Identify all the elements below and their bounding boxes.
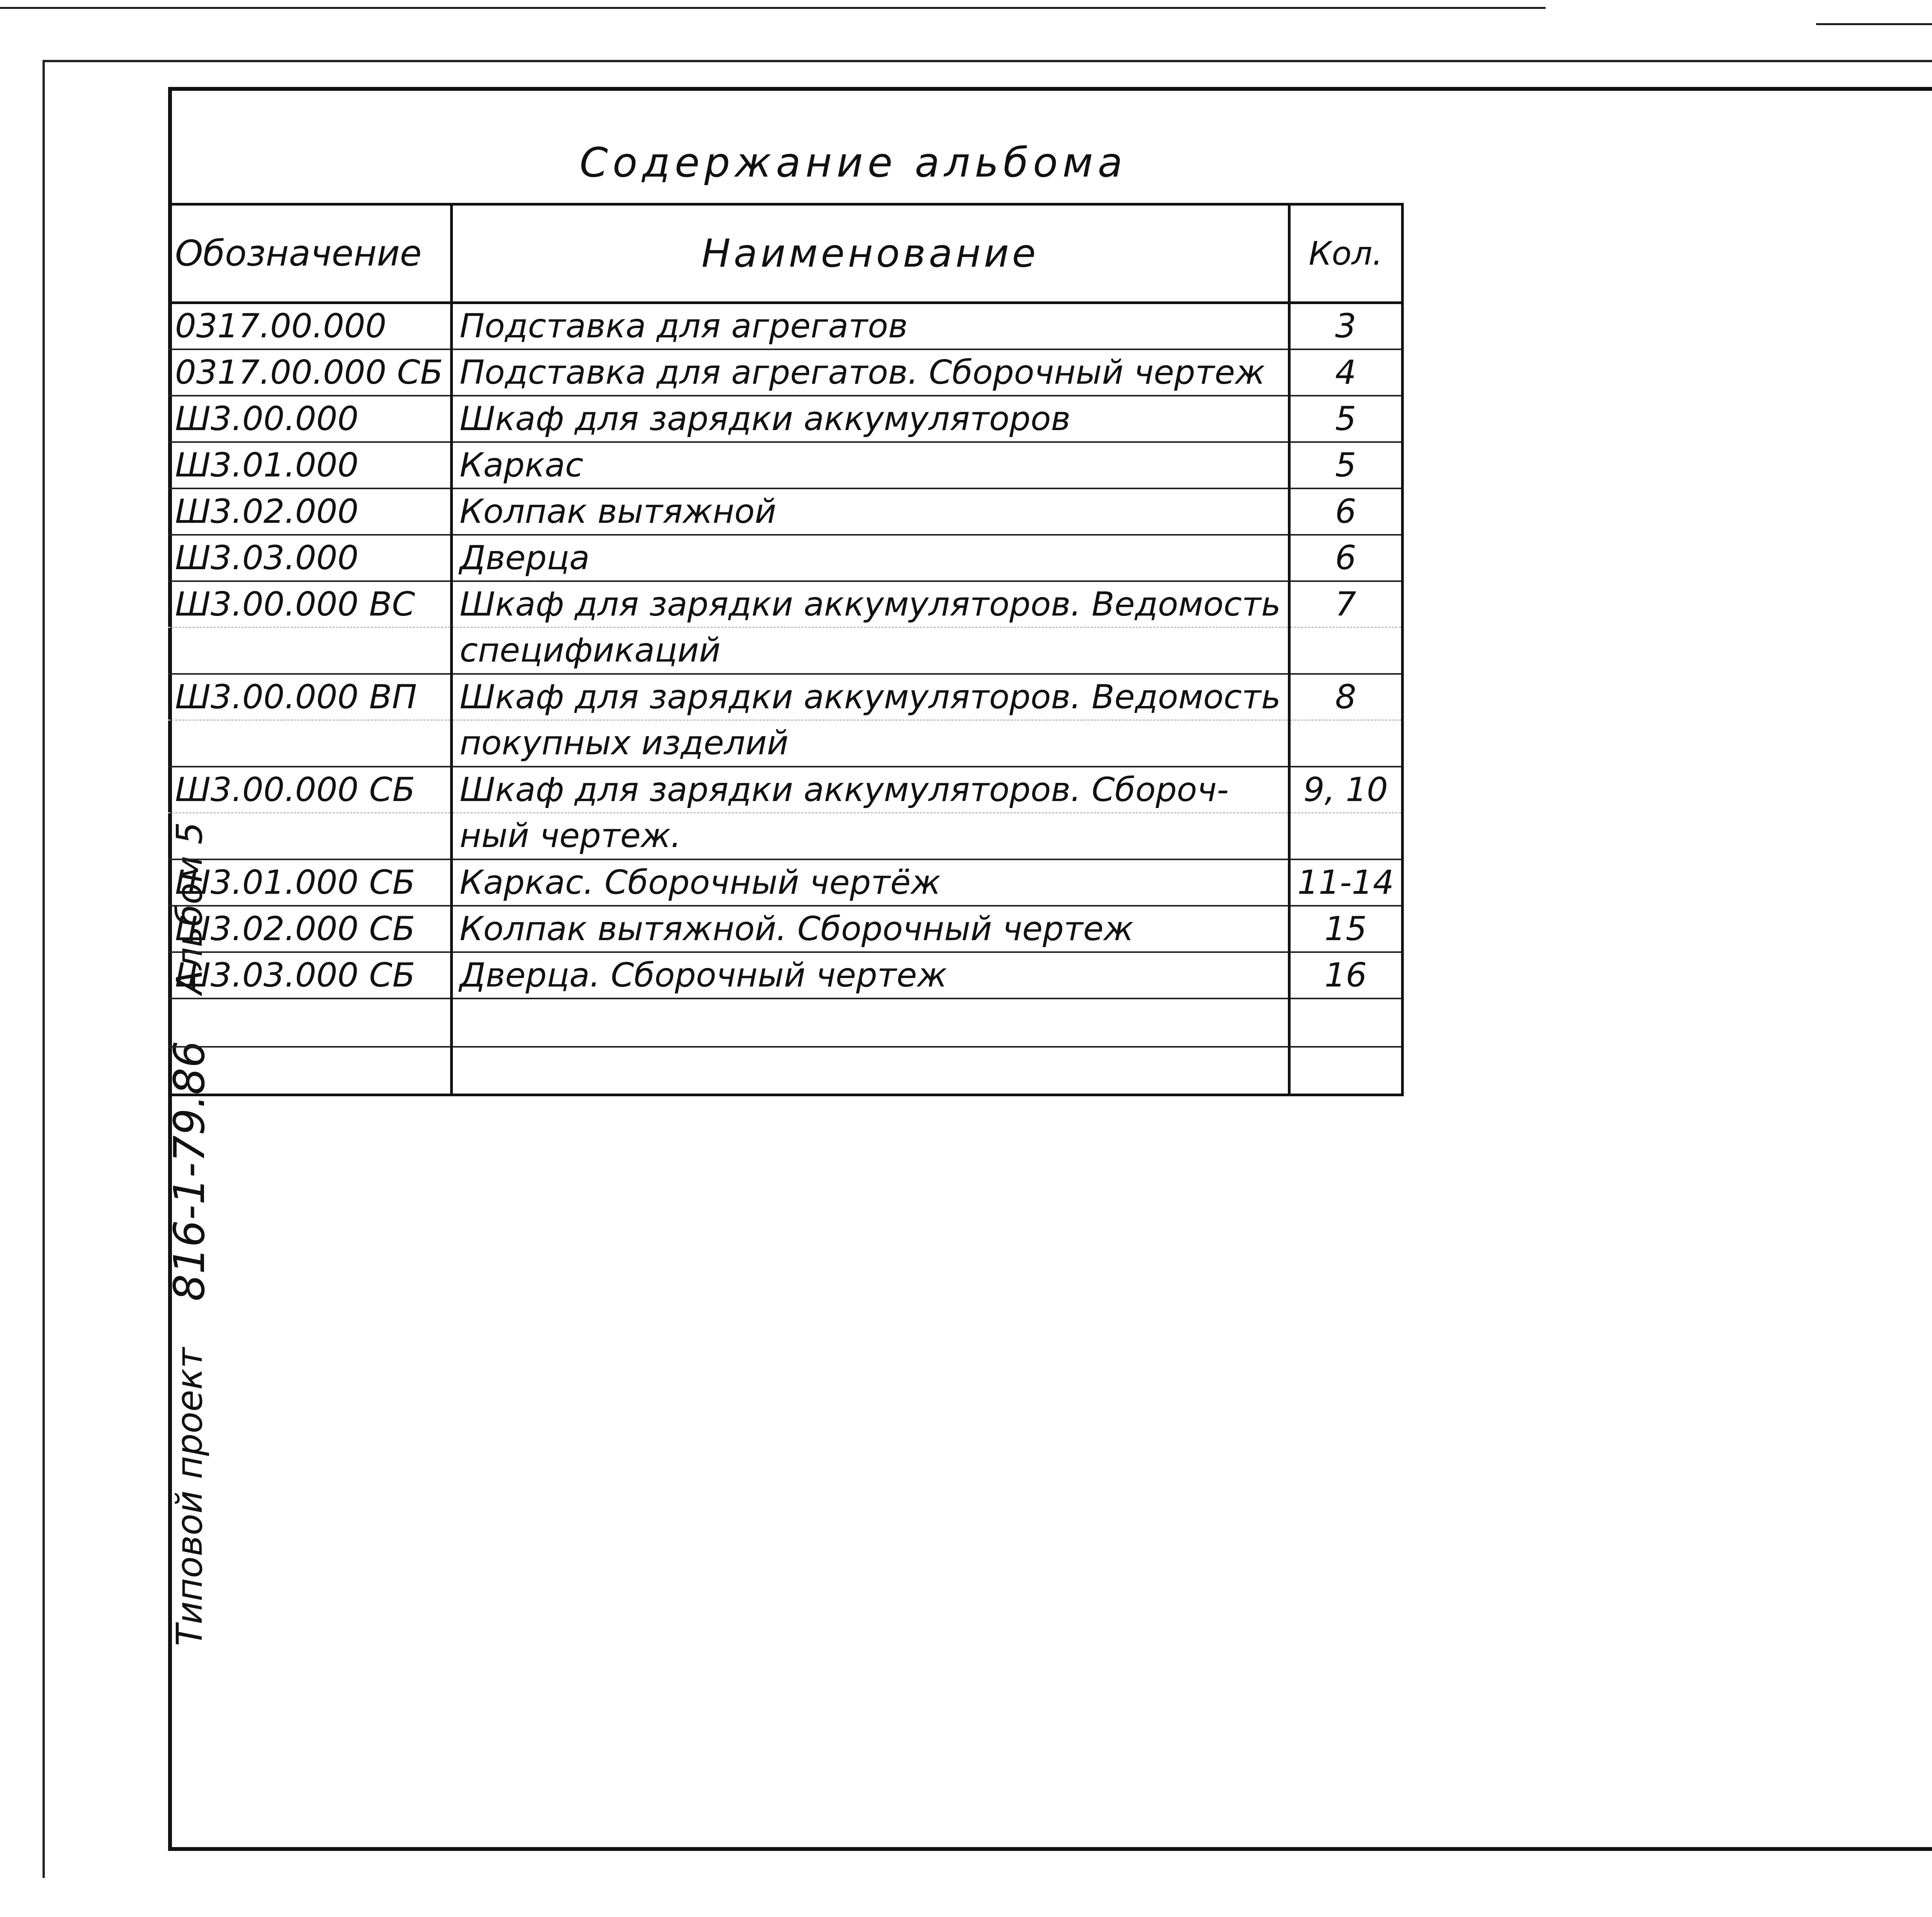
cell-qty: 9, 10 bbox=[1289, 767, 1402, 813]
cell-qty: 15 bbox=[1289, 906, 1402, 952]
cell-designation bbox=[168, 720, 451, 767]
side-project-code: 816-1-79.86 bbox=[165, 1041, 214, 1301]
cell-name: Подставка для агрегатов. Сборочный чертеж bbox=[451, 349, 1289, 396]
cell-designation: Ш3.00.000 ВС bbox=[168, 581, 451, 628]
page-title: Содержание альбома bbox=[580, 139, 1128, 186]
cell-designation bbox=[168, 813, 451, 859]
cell-qty: 8 bbox=[1289, 674, 1402, 720]
table-row bbox=[168, 488, 1402, 535]
cell-qty: 4 bbox=[1289, 349, 1402, 396]
cell-name: Шкаф для зарядки аккумуляторов. Ведомость bbox=[451, 674, 1289, 720]
cell-qty bbox=[1289, 1047, 1402, 1095]
contents-table bbox=[168, 203, 1404, 1096]
cell-name: Дверца bbox=[451, 535, 1289, 581]
cell-designation: Ш3.00.000 СБ bbox=[168, 767, 451, 813]
cell-designation bbox=[168, 998, 451, 1047]
table-body bbox=[168, 303, 1402, 1095]
cell-name: Дверца. Сборочный чертеж bbox=[451, 952, 1289, 998]
cell-qty: 7 bbox=[1289, 581, 1402, 628]
cell-qty: 6 bbox=[1289, 488, 1402, 535]
table-row bbox=[168, 767, 1402, 813]
cell-qty bbox=[1289, 628, 1402, 674]
cell-qty bbox=[1289, 813, 1402, 859]
cell-name: спецификаций bbox=[451, 628, 1289, 674]
cell-qty: 11-14 bbox=[1289, 859, 1402, 906]
cell-name: Шкаф для зарядки аккумуляторов bbox=[451, 396, 1289, 442]
cell-qty bbox=[1289, 998, 1402, 1047]
cell-qty: 16 bbox=[1289, 952, 1402, 998]
table-row bbox=[168, 581, 1402, 628]
cell-designation: 0317.00.000 bbox=[168, 303, 451, 349]
table-row bbox=[168, 952, 1402, 998]
table-row bbox=[168, 628, 1402, 674]
cell-designation: Ш3.01.000 СБ bbox=[168, 859, 451, 906]
cell-designation: Ш3.01.000 bbox=[168, 442, 451, 488]
cell-designation: Ш3.00.000 bbox=[168, 396, 451, 442]
table-row bbox=[168, 674, 1402, 720]
cell-designation: Ш3.03.000 СБ bbox=[168, 952, 451, 998]
table-row bbox=[168, 720, 1402, 767]
cell-designation: Ш3.02.000 СБ bbox=[168, 906, 451, 952]
outer-frame-left bbox=[43, 62, 45, 1878]
side-album-label: Альбом 5 bbox=[168, 822, 210, 995]
table-row bbox=[168, 998, 1402, 1047]
cell-name: Каркас. Сборочный чертёж bbox=[451, 859, 1289, 906]
cell-designation: Ш3.02.000 bbox=[168, 488, 451, 535]
cell-designation bbox=[168, 628, 451, 674]
cell-qty bbox=[1289, 720, 1402, 767]
table-row bbox=[168, 396, 1402, 442]
cell-designation: Ш3.03.000 bbox=[168, 535, 451, 581]
cell-qty: 3 bbox=[1289, 303, 1402, 349]
cell-qty: 6 bbox=[1289, 535, 1402, 581]
table-row bbox=[168, 303, 1402, 349]
cell-name bbox=[451, 1047, 1289, 1095]
table-row bbox=[168, 859, 1402, 906]
cell-designation bbox=[168, 1047, 451, 1095]
scan-artifact-line bbox=[1816, 23, 1932, 25]
cell-name: Подставка для агрегатов bbox=[451, 303, 1289, 349]
side-project-label: Типовой проект bbox=[168, 1347, 210, 1646]
cell-name bbox=[451, 998, 1289, 1047]
cell-designation: 0317.00.000 СБ bbox=[168, 349, 451, 396]
table-row bbox=[168, 442, 1402, 488]
cell-qty: 5 bbox=[1289, 442, 1402, 488]
header-qty: Кол. bbox=[1289, 204, 1402, 303]
cell-name: Шкаф для зарядки аккумуляторов. Ведомость bbox=[451, 581, 1289, 628]
cell-name: Каркас bbox=[451, 442, 1289, 488]
scan-artifact-line bbox=[0, 7, 1546, 9]
cell-name: Колпак вытяжной bbox=[451, 488, 1289, 535]
table-row bbox=[168, 813, 1402, 859]
header-name: Наименование bbox=[451, 204, 1289, 303]
table-row bbox=[168, 1047, 1402, 1095]
table-row bbox=[168, 906, 1402, 952]
cell-name: ный чертеж. bbox=[451, 813, 1289, 859]
cell-name: Колпак вытяжной. Сборочный чертеж bbox=[451, 906, 1289, 952]
cell-designation: Ш3.00.000 ВП bbox=[168, 674, 451, 720]
outer-frame-top bbox=[43, 60, 1932, 62]
cell-name: покупных изделий bbox=[451, 720, 1289, 767]
cell-qty: 5 bbox=[1289, 396, 1402, 442]
table-row bbox=[168, 349, 1402, 396]
table-row bbox=[168, 535, 1402, 581]
header-designation: Обозначение bbox=[168, 204, 451, 303]
table-header-row bbox=[168, 204, 1402, 303]
cell-name: Шкаф для зарядки аккумуляторов. Сбороч- bbox=[451, 767, 1289, 813]
